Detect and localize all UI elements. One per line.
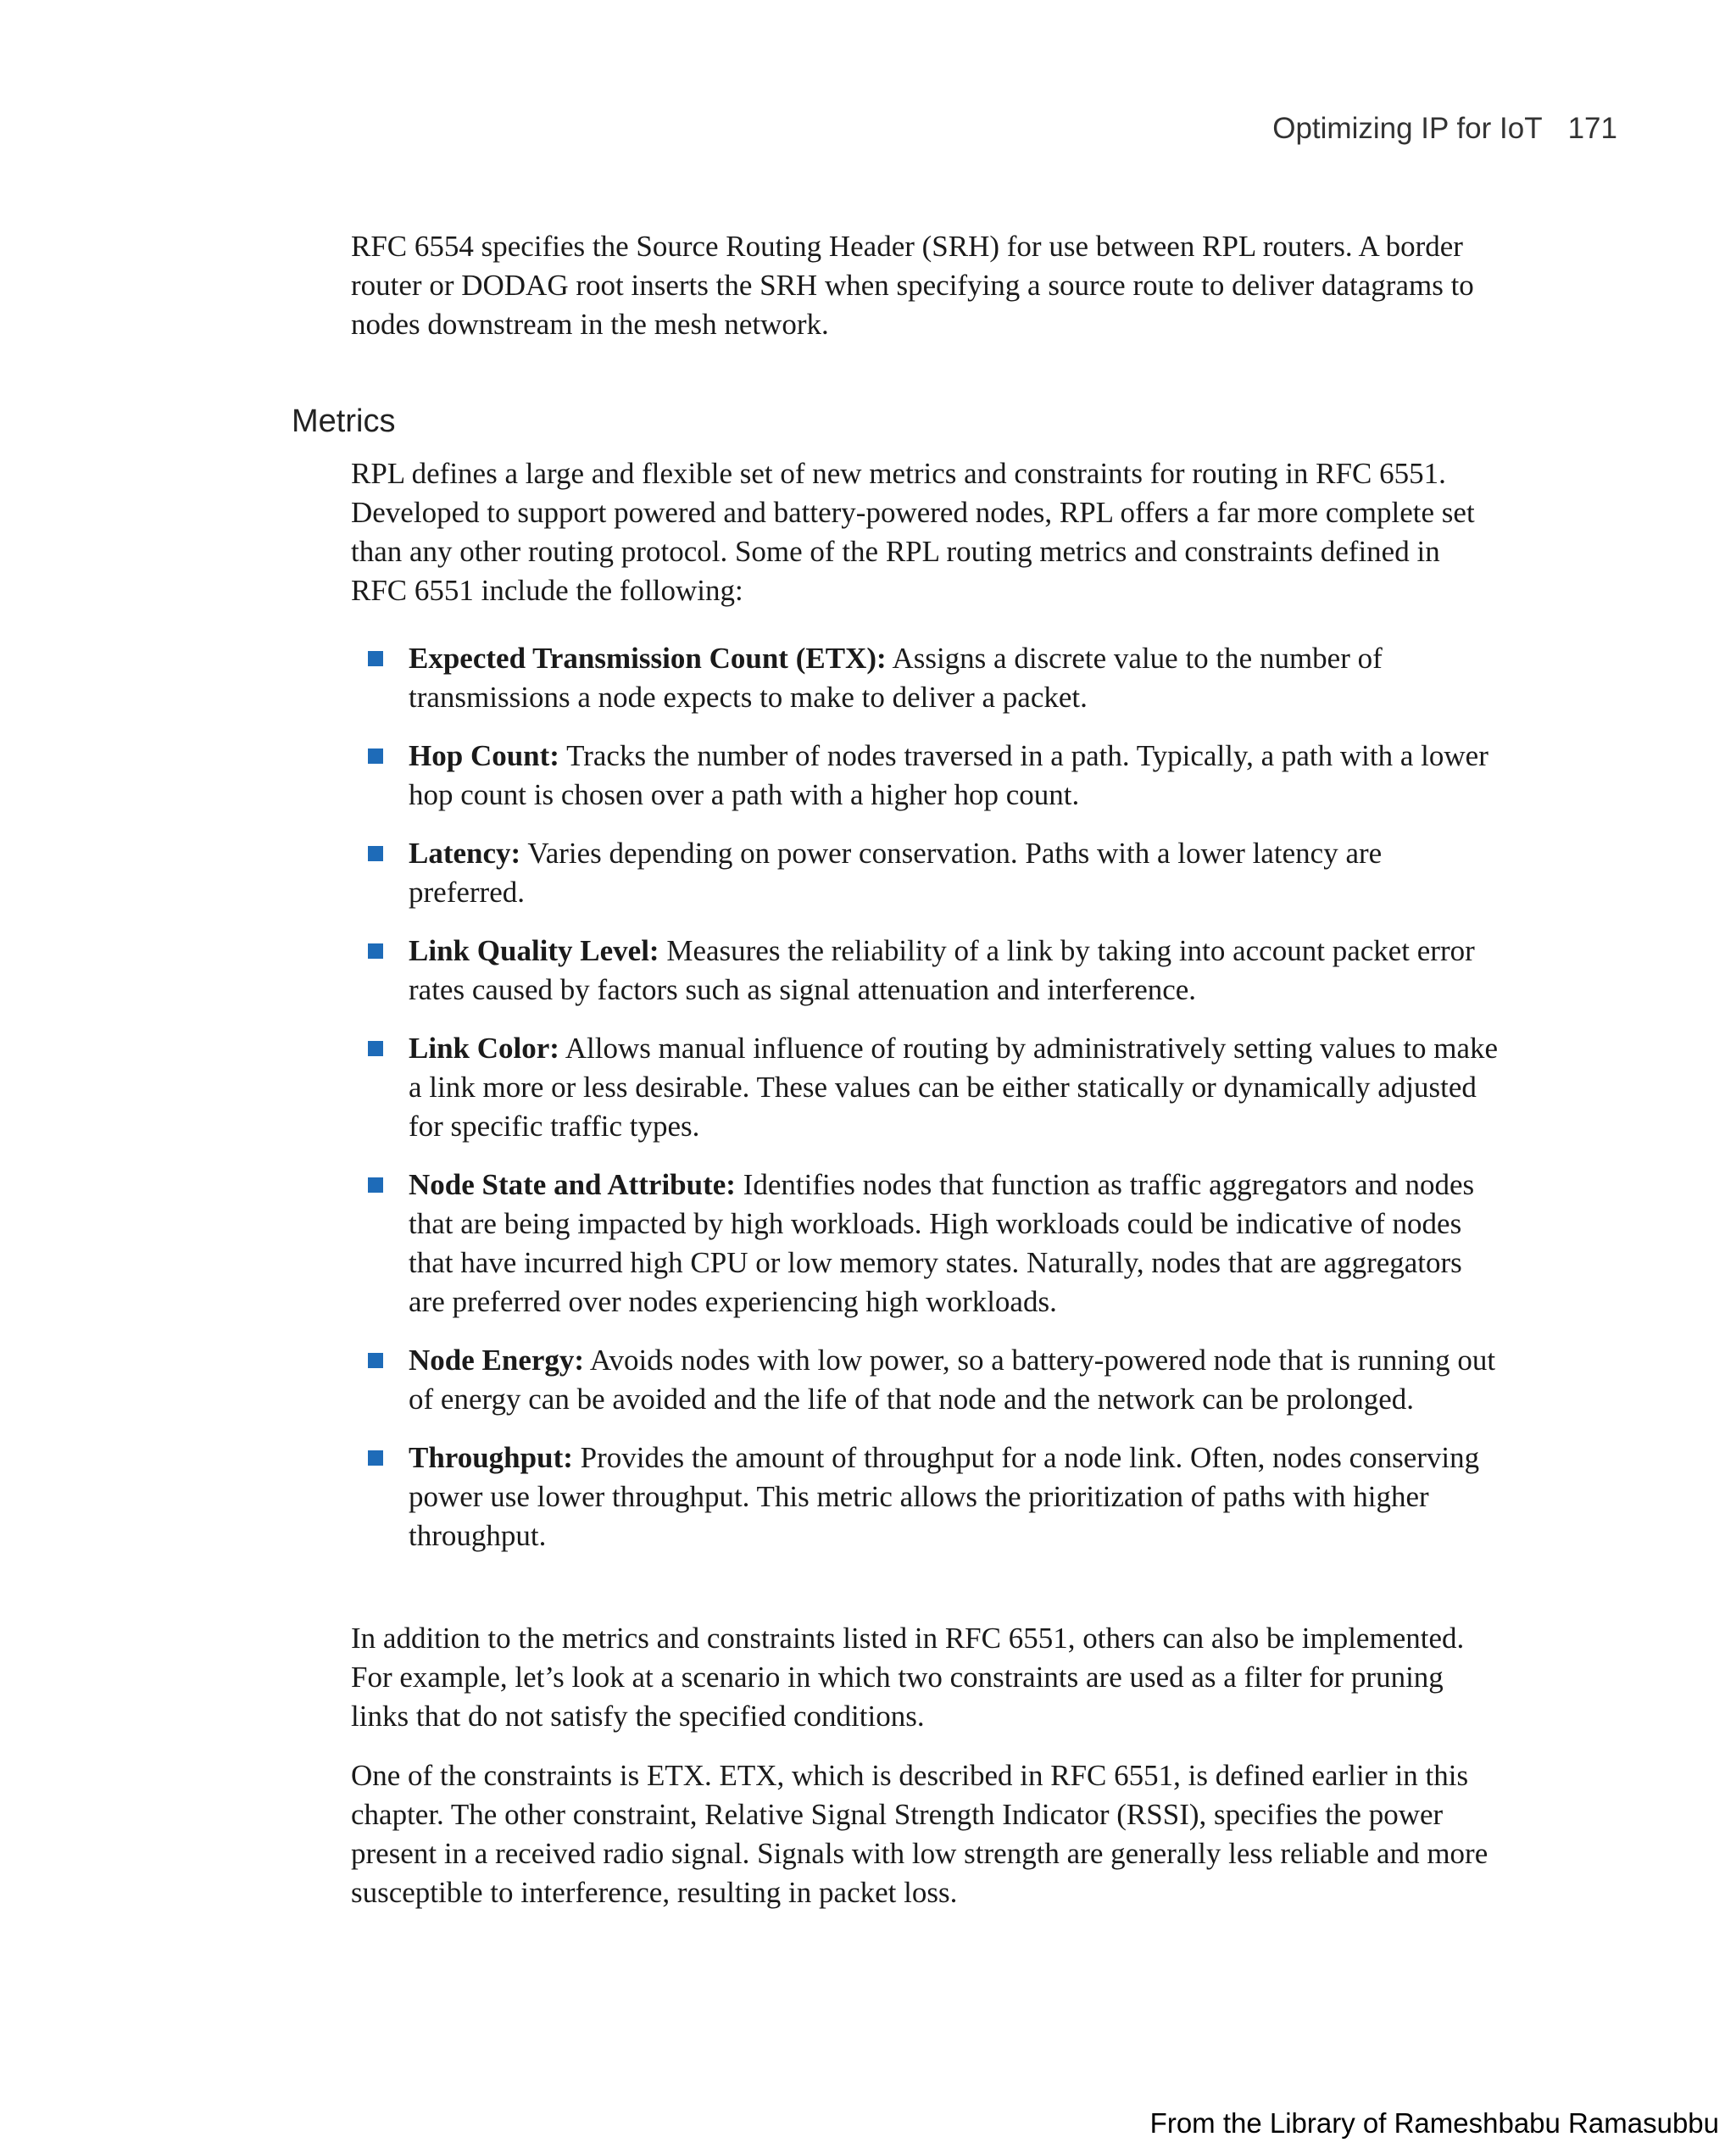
bullet-term: Expected Transmission Count (ETX): [409, 642, 887, 675]
square-bullet-icon [368, 1177, 383, 1193]
bullet-term: Node Energy: [409, 1344, 585, 1377]
square-bullet-icon [368, 748, 383, 764]
bullet-item-latency [368, 834, 1504, 912]
metrics-bullet-list [368, 639, 1504, 1575]
bullet-term: Hop Count: [409, 739, 559, 772]
square-bullet-icon [368, 1353, 383, 1368]
bullet-text: Assigns a discrete value to the number of transmissions a node expects to make to deliver a packet. [409, 642, 1383, 714]
bullet-term: Node State and Attribute: [409, 1168, 736, 1201]
bullet-text: Identifies nodes that function as traffic aggregators and nodes that are being impacted by high workloads. High workloads could be indicative of nodes that have incurred high CPU or low memory states. Naturally, nodes that are aggregators are preferred over nodes experiencing high workloads. [409, 1168, 1475, 1318]
bullet-item-hop-count [368, 737, 1504, 815]
bullet-term: Throughput: [409, 1441, 573, 1474]
bullet-term: Link Color: [409, 1032, 559, 1065]
bullet-item-node-energy [368, 1341, 1504, 1419]
bullet-text: Provides the amount of throughput for a node link. Often, nodes conserving power use lower throughput. This metric allows the prioritization of paths with higher throughput. [409, 1441, 1480, 1552]
running-title: Optimizing IP for IoT [1272, 112, 1543, 145]
bullet-term: Link Quality Level: [409, 934, 659, 967]
bullet-term: Latency: [409, 837, 521, 870]
square-bullet-icon [368, 846, 383, 861]
running-header [1272, 112, 1617, 146]
section-lead-paragraph: RPL defines a large and flexible set of new metrics and constraints for routing in RFC 6551. Developed to support powered and battery-powered nodes, RPL offers a far more complete set than any other routing protocol. Some of the RPL routing metrics and constraints defined in RFC 6551 include the following: [351, 457, 1475, 607]
intro-paragraph: RFC 6554 specifies the Source Routing Header (SRH) for use between RPL routers. A border router or DODAG root inserts the SRH when specifying a source route to deliver datagrams to nodes downstream in the mesh network. [351, 230, 1474, 341]
section-heading: Metrics [292, 403, 396, 439]
bullet-item-link-quality-level [368, 932, 1504, 1010]
bullet-item-etx [368, 639, 1504, 717]
bullet-text: Tracks the number of nodes traversed in a path. Typically, a path with a lower hop count is chosen over a path with a higher hop count. [409, 739, 1488, 811]
page-number: 171 [1567, 112, 1617, 145]
closing-paragraph-1: In addition to the metrics and constraints listed in RFC 6551, others can also be implemented. For example, let’s look at a scenario in which two constraints are used as a filter for pruning links that do not satisfy the specified conditions. [351, 1622, 1465, 1733]
library-watermark: From the Library of Rameshbabu Ramasubbu [1149, 2107, 1719, 2139]
bullet-text: Allows manual influence of routing by administratively setting values to make a link more or less desirable. These values can be either statically or dynamically adjusted for specific traffic types. [409, 1032, 1499, 1143]
bullet-text: Avoids nodes with low power, so a battery-powered node that is running out of energy can be avoided and the life of that node and the network can be prolonged. [409, 1344, 1496, 1416]
bullet-item-link-color [368, 1029, 1504, 1146]
closing-paragraph-2: One of the constraints is ETX. ETX, which is described in RFC 6551, is defined earlier in this chapter. The other constraint, Relative Signal Strength Indicator (RSSI), specifies the power present in a received radio signal. Signals with low strength are generally less reliable and more susceptible to interference, resulting in packet loss. [351, 1759, 1488, 1909]
bullet-text: Measures the reliability of a link by taking into account packet error rates caused by factors such as signal attenuation and interference. [409, 934, 1475, 1006]
square-bullet-icon [368, 651, 383, 666]
bullet-item-throughput [368, 1438, 1504, 1555]
bullet-item-node-state-and-attribute [368, 1166, 1504, 1322]
bullet-text: Varies depending on power conservation. Paths with a lower latency are preferred. [409, 837, 1383, 909]
square-bullet-icon [368, 1041, 383, 1056]
square-bullet-icon [368, 1450, 383, 1466]
square-bullet-icon [368, 943, 383, 959]
